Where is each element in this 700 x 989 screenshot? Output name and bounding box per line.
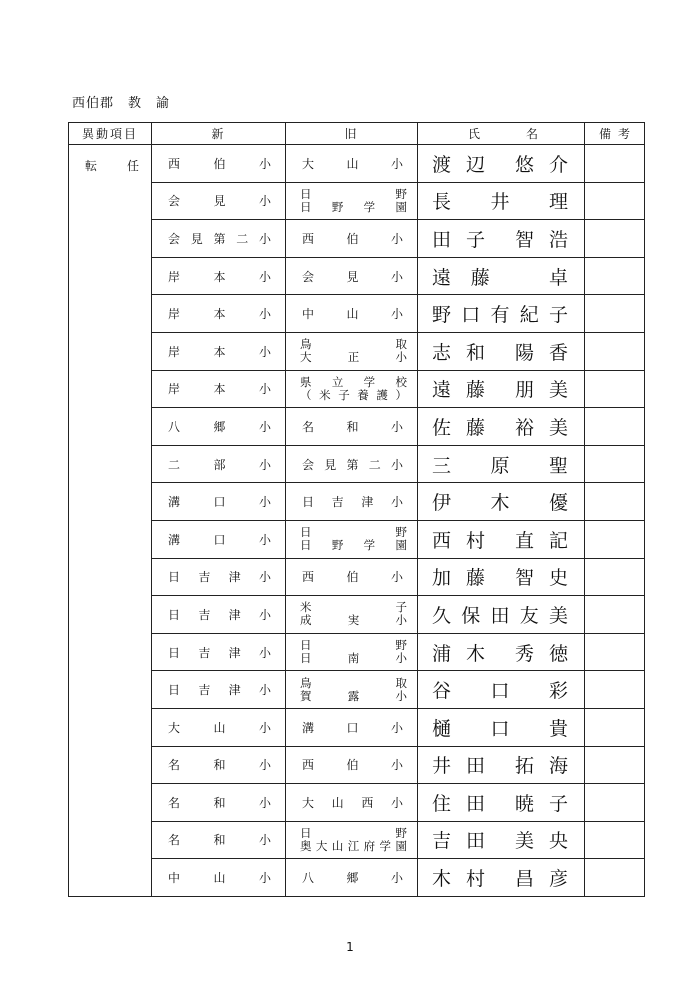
old-school-cell [286,332,418,370]
memo-cell [585,784,645,822]
teacher-name-cell [418,821,585,859]
table-row [69,295,645,333]
old-school-cell [286,596,418,634]
teacher-name-cell [418,445,585,483]
teacher-name: 野 口 有 紀 子 [432,304,568,327]
page-title: 西伯郡 教 諭 [72,96,171,111]
new-school: 日 吉 津 小 [168,570,271,585]
memo-cell [585,295,645,333]
old-school-cell [286,633,418,671]
old-school-line: 日 野 [300,186,407,201]
old-school: 西 伯 小 [302,570,403,585]
new-school-cell [152,633,286,671]
new-school-cell [152,182,286,220]
teacher-name: 加 藤 智 史 [432,567,568,590]
old-school [286,526,417,552]
old-school-cell [286,295,418,333]
teacher-name: 田 子 智 浩 [432,228,568,251]
old-school: 会 見 第 二 小 [302,457,403,472]
old-school-cell [286,483,418,521]
new-school-cell [152,671,286,709]
new-school-cell [152,859,286,897]
table-row [69,445,645,483]
new-school: 西 伯 小 [168,156,271,171]
teacher-name: 住 田 暁 子 [432,792,568,815]
memo-cell [585,145,645,183]
memo-cell [585,220,645,258]
old-school: 会 見 小 [302,269,403,284]
memo-cell [585,671,645,709]
teacher-name: 吉 田 美 央 [432,830,568,853]
old-school-cell [286,145,418,183]
table-row [69,370,645,408]
new-school: 溝 口 小 [168,495,271,510]
table-row [69,671,645,709]
old-school-line: 奥 大 山 江 府 学 園 [300,838,407,853]
teacher-name: 三 原 聖 [432,454,568,477]
teacher-name-cell [418,708,585,746]
memo-cell [585,408,645,446]
new-school: 岸 本 小 [168,382,271,397]
header-old: 旧 [286,123,418,145]
old-school-line: 日 野 学 園 [300,199,407,214]
teacher-name: 樋 口 貴 [432,717,568,740]
teacher-name: 井 田 拓 海 [432,755,568,778]
old-school [286,601,417,627]
teacher-name: 佐 藤 裕 美 [432,416,568,439]
old-school [286,188,417,214]
header-name: 氏 名 [418,123,585,145]
teacher-name: 遠 藤 朋 美 [432,379,568,402]
memo-cell [585,633,645,671]
new-school: 岸 本 小 [168,344,271,359]
old-school-cell [286,445,418,483]
transfer-table [68,122,645,897]
old-school [286,376,417,402]
new-school-cell [152,220,286,258]
teacher-name-cell [418,483,585,521]
new-school: 岸 本 小 [168,269,271,284]
table-row [69,746,645,784]
new-school-cell [152,408,286,446]
old-school [286,677,417,703]
memo-cell [585,558,645,596]
new-school-cell [152,483,286,521]
old-school-line: 日 野 学 園 [300,538,407,553]
new-school: 会 見 小 [168,194,271,209]
table-row [69,859,645,897]
teacher-name-cell [418,145,585,183]
old-school-line: 日 野 [300,525,407,540]
old-school: 八 郷 小 [302,871,403,886]
old-school-line: 米 子 [300,600,407,615]
memo-cell [585,708,645,746]
teacher-name-cell [418,671,585,709]
new-school-cell [152,257,286,295]
table-row [69,821,645,859]
new-school: 日 吉 津 小 [168,683,271,698]
old-school-line: 鳥 取 [300,675,407,690]
old-school: 大 山 小 [302,156,403,171]
new-school: 名 和 小 [168,833,271,848]
old-school [286,827,417,853]
old-school [286,639,417,665]
table-row [69,145,645,183]
new-school-cell [152,520,286,558]
memo-cell [585,257,645,295]
old-school-cell [286,784,418,822]
new-school-cell [152,784,286,822]
memo-cell [585,859,645,897]
teacher-name-cell [418,370,585,408]
memo-cell [585,520,645,558]
table-row [69,257,645,295]
teacher-name-cell [418,520,585,558]
old-school-line: （ 米 子 養 護 ） [300,387,407,402]
new-school: 二 部 小 [168,457,271,472]
memo-cell [585,821,645,859]
table-row [69,220,645,258]
old-school: 西 伯 小 [302,231,403,246]
teacher-name: 谷 口 彩 [432,680,568,703]
old-school-line: 県 立 学 校 [300,374,407,389]
teacher-name: 浦 木 秀 徳 [432,642,568,665]
teacher-name: 久 保 田 友 美 [432,604,568,627]
new-school-cell [152,295,286,333]
table-row [69,596,645,634]
teacher-name: 志 和 陽 香 [432,341,568,364]
old-school-cell [286,520,418,558]
teacher-name: 渡 辺 悠 介 [432,153,568,176]
teacher-name-cell [418,257,585,295]
header-new: 新 [152,123,286,145]
teacher-name-cell [418,859,585,897]
old-school-line: 大 正 小 [300,350,407,365]
teacher-name-cell [418,746,585,784]
old-school-cell [286,182,418,220]
new-school: 中 山 小 [168,871,271,886]
teacher-name-cell [418,295,585,333]
transfer-type-cell [69,145,152,897]
old-school-line: 日 野 [300,638,407,653]
new-school-cell [152,332,286,370]
old-school: 溝 口 小 [302,720,403,735]
new-school: 岸 本 小 [168,307,271,322]
header-memo: 備 考 [585,123,645,145]
teacher-name-cell [418,220,585,258]
memo-cell [585,445,645,483]
new-school-cell [152,708,286,746]
old-school [286,338,417,364]
teacher-name: 遠 藤 卓 [432,266,568,289]
memo-cell [585,332,645,370]
memo-cell [585,596,645,634]
old-school: 西 伯 小 [302,758,403,773]
new-school-cell [152,746,286,784]
table-row [69,408,645,446]
teacher-name-cell [418,332,585,370]
table-row [69,558,645,596]
teacher-name-cell [418,558,585,596]
old-school-cell [286,257,418,295]
new-school: 八 郷 小 [168,419,271,434]
old-school-line: 日 野 [300,825,407,840]
old-school-cell [286,408,418,446]
table-row [69,520,645,558]
teacher-name: 長 井 理 [432,191,568,214]
new-school-cell [152,596,286,634]
memo-cell [585,182,645,220]
new-school-cell [152,821,286,859]
new-school: 日 吉 津 小 [168,645,271,660]
old-school-line: 賀 露 小 [300,688,407,703]
teacher-name: 伊 木 優 [432,492,568,515]
old-school-cell [286,859,418,897]
memo-cell [585,483,645,521]
old-school-line: 成 実 小 [300,613,407,628]
table-header-row [69,123,645,145]
page-number: 1 [346,940,354,954]
new-school-cell [152,370,286,408]
old-school: 中 山 小 [302,307,403,322]
teacher-name-cell [418,408,585,446]
table-row [69,784,645,822]
old-school-cell [286,708,418,746]
teacher-name-cell [418,596,585,634]
old-school-cell [286,558,418,596]
teacher-name: 木 村 昌 彦 [432,868,568,891]
old-school-line: 鳥 取 [300,337,407,352]
table-row [69,633,645,671]
table-row [69,332,645,370]
transfer-type-label: 転 任 [85,159,139,173]
old-school: 名 和 小 [302,419,403,434]
old-school: 大 山 西 小 [302,795,403,810]
new-school-cell [152,558,286,596]
memo-cell [585,746,645,784]
old-school-cell [286,220,418,258]
old-school-cell [286,746,418,784]
teacher-name-cell [418,784,585,822]
header-type: 異動項目 [69,123,152,145]
table-row [69,483,645,521]
new-school: 日 吉 津 小 [168,607,271,622]
new-school: 溝 口 小 [168,532,271,547]
new-school: 会 見 第 二 小 [168,231,271,246]
old-school-cell [286,821,418,859]
old-school: 日 吉 津 小 [302,495,403,510]
new-school: 名 和 小 [168,795,271,810]
new-school-cell [152,145,286,183]
new-school: 大 山 小 [168,720,271,735]
old-school-cell [286,671,418,709]
old-school-line: 日 南 小 [300,651,407,666]
teacher-name-cell [418,182,585,220]
old-school-cell [286,370,418,408]
new-school: 名 和 小 [168,758,271,773]
teacher-name: 西 村 直 記 [432,529,568,552]
table-row [69,708,645,746]
new-school-cell [152,445,286,483]
teacher-name-cell [418,633,585,671]
table-row [69,182,645,220]
memo-cell [585,370,645,408]
